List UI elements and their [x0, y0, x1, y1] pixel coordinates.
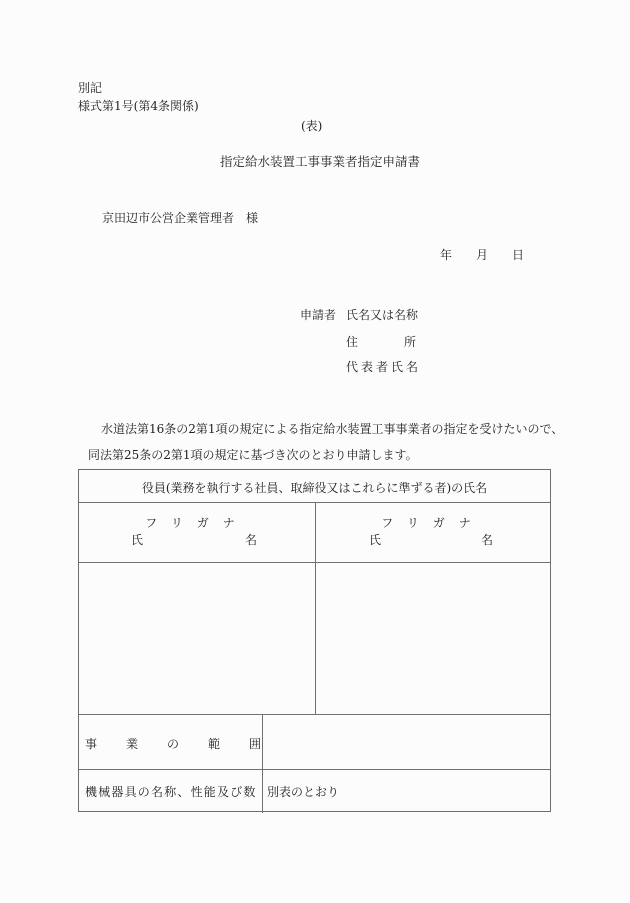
column-divider — [315, 502, 316, 714]
row-divider — [79, 714, 550, 715]
addressee: 京田辺市公営企業管理者 様 — [102, 211, 259, 225]
col2-name-entry-cell[interactable] — [317, 565, 549, 713]
address-char: 住 — [346, 335, 359, 349]
year-label: 年 — [440, 248, 453, 262]
col2-name-label: 氏 名 — [369, 533, 493, 547]
side-label: (表) — [301, 119, 323, 133]
applicant-address-label — [346, 336, 416, 348]
date-field — [440, 249, 524, 261]
applicant-name-label: 氏名又は名称 — [346, 308, 419, 322]
body-text-line-2: 同法第25条の2第1項の規定に基づき次のとおり申請します。 — [88, 448, 418, 462]
form-number: 様式第1号(第4条関係) — [78, 99, 199, 113]
annex-label: 別記 — [78, 81, 103, 95]
business-scope-label: 事 業 の 範 囲 — [85, 737, 261, 751]
equipment-label: 機械器具の名称、性能及び数 — [85, 785, 257, 799]
officer-table — [78, 469, 551, 812]
representative-label: 代表者氏名 — [346, 360, 422, 374]
col2-furigana-label: フリガナ — [381, 516, 485, 530]
day-label: 日 — [512, 248, 525, 262]
row-divider — [79, 562, 550, 563]
body-text-line-1: 水道法第16条の2第1項の規定による指定給水装置工事事業者の指定を受けたいので、 — [101, 422, 564, 436]
month-label: 月 — [476, 248, 489, 262]
business-scope-value[interactable] — [265, 718, 549, 766]
row-divider — [79, 769, 550, 770]
applicant-label: 申請者 — [300, 308, 337, 322]
officer-table-header: 役員(業務を執行する社員、取締役又はこれらに準ずる者)の氏名 — [141, 481, 488, 495]
equipment-value: 別表のとおり — [267, 785, 340, 799]
col1-name-entry-cell[interactable] — [81, 565, 313, 713]
address-char: 所 — [403, 335, 416, 349]
column-divider — [262, 714, 263, 813]
document-title: 指定給水装置工事事業者指定申請書 — [220, 154, 421, 169]
col1-name-label: 氏 名 — [131, 533, 257, 547]
col1-furigana-label: フリガナ — [145, 516, 249, 530]
